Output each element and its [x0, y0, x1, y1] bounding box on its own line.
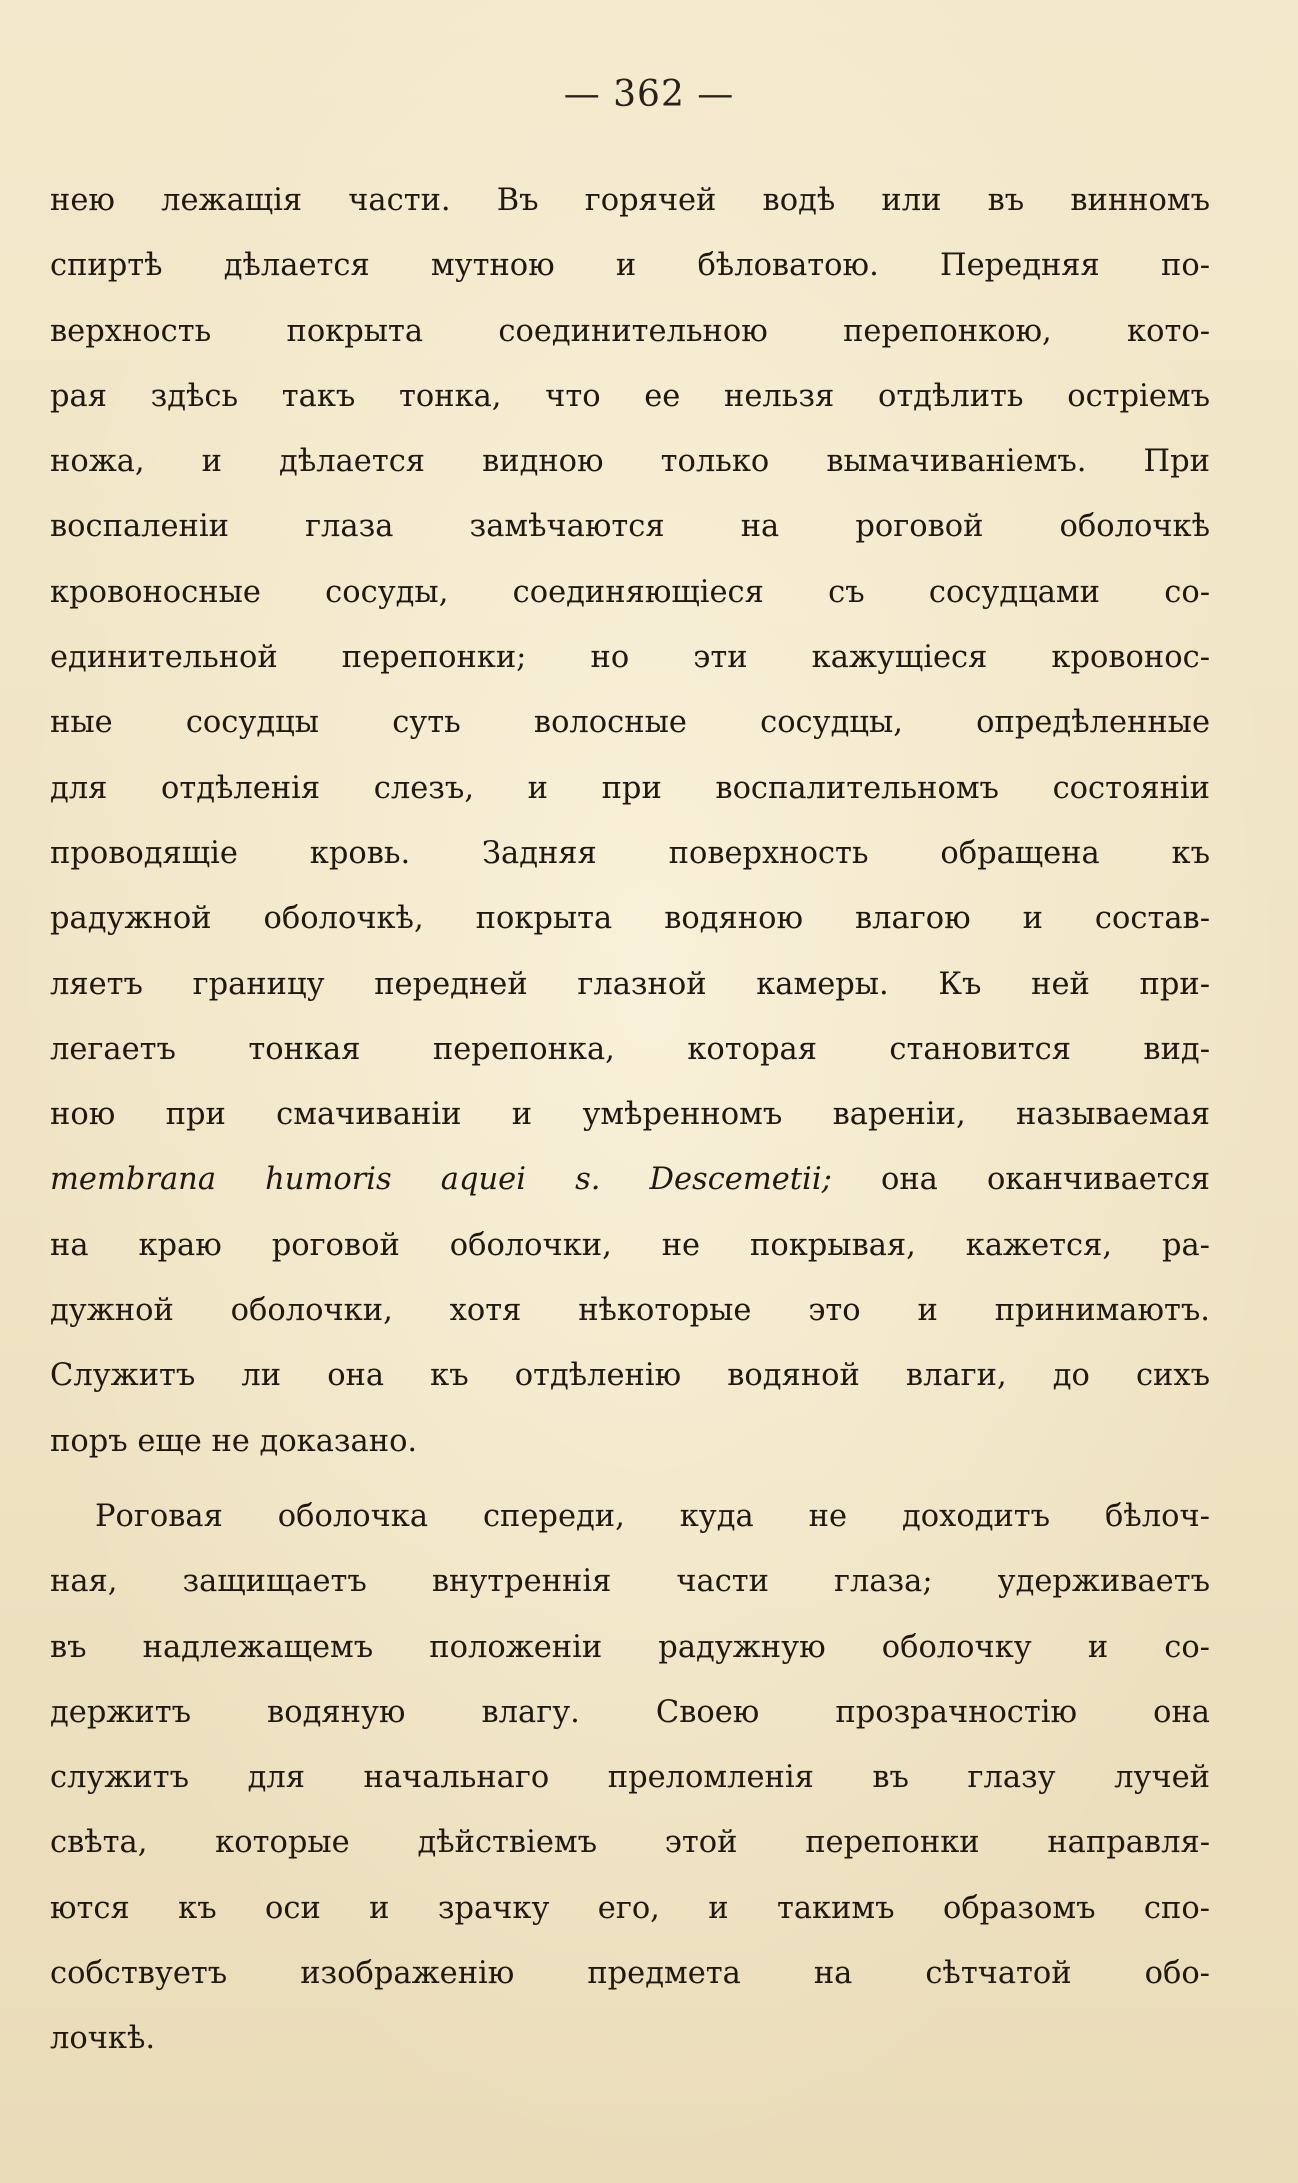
text-line: верхность покрыта соединительною перепонкою, кото- — [50, 313, 1210, 349]
paragraph-1 — [50, 168, 1210, 1474]
text-line: служитъ для начальнаго преломленія въ глазу лучей — [50, 1760, 1210, 1796]
text-line: держитъ водяную влагу. Своею прозрачностію она — [50, 1694, 1210, 1730]
text-line: кровоносные сосуды, соединяющіеся съ сосудцами со- — [50, 574, 1210, 610]
text-line: нею лежащія части. Въ горячей водѣ или въ винномъ — [50, 183, 1210, 218]
text-line: проводящіе кровь. Задняя поверхность обращена къ — [50, 835, 1210, 871]
text-line: легаетъ тонкая перепонка, которая становится вид- — [50, 1031, 1210, 1067]
text-line: въ надлежащемъ положеніи радужную оболочку и со- — [50, 1629, 1210, 1665]
text-line: ляетъ границу передней глазной камеры. Къ ней при- — [50, 966, 1210, 1002]
text-line-mixed — [50, 1147, 1210, 1212]
paragraph-2 — [50, 1484, 1210, 2072]
latin-term: membrana humoris aquei s. Descemetii; — [50, 1162, 832, 1198]
text-line: спиртѣ дѣлается мутною и бѣловатою. Передняя по- — [50, 248, 1210, 284]
text-line: на краю роговой оболочки, не покрывая, кажется, ра- — [50, 1227, 1210, 1263]
text-line: воспаленіи глаза замѣчаются на роговой оболочкѣ — [50, 509, 1210, 545]
text-line: ная, защищаетъ внутреннія части глаза; удерживаетъ — [50, 1564, 1210, 1600]
text-line: собствуетъ изображенію предмета на сѣтчатой обо- — [50, 1956, 1210, 1992]
text-line: поръ еще не доказано. — [50, 1423, 418, 1459]
text-fragment: она оканчивается — [831, 1162, 1210, 1198]
text-line: свѣта, которые дѣйствіемъ этой перепонки направля- — [50, 1825, 1210, 1861]
text-line: единительной перепонки; но эти кажущіеся кровонос- — [50, 640, 1210, 676]
text-line: ножа, и дѣлается видною только вымачиваніемъ. При — [50, 444, 1210, 480]
text-line: ются къ оси и зрачку его, и такимъ образомъ спо- — [50, 1890, 1210, 1926]
page-number: — 362 — — [563, 74, 735, 115]
text-line: рая здѣсь такъ тонка, что ее нельзя отдѣлить остріемъ — [50, 378, 1210, 414]
paragraph-gap — [50, 1474, 1210, 1484]
text-line: Служитъ ли она къ отдѣленію водяной влаги, до сихъ — [50, 1358, 1210, 1394]
text-line: для отдѣленія слезъ, и при воспалительномъ состояніи — [50, 770, 1210, 806]
text-line: лочкѣ. — [50, 2021, 156, 2057]
body-text — [50, 168, 1210, 2072]
text-line: ные сосудцы суть волосные сосудцы, опредѣленные — [50, 705, 1210, 741]
text-line: ною при смачиваніи и умѣренномъ вареніи, называемая — [50, 1097, 1210, 1133]
text-line: Роговая оболочка спереди, куда не доходитъ бѣлоч- — [95, 1498, 1210, 1534]
text-line: радужной оболочкѣ, покрыта водяною влагою и состав- — [50, 901, 1210, 937]
text-line: дужной оболочки, хотя нѣкоторые это и принимаютъ. — [50, 1293, 1210, 1329]
